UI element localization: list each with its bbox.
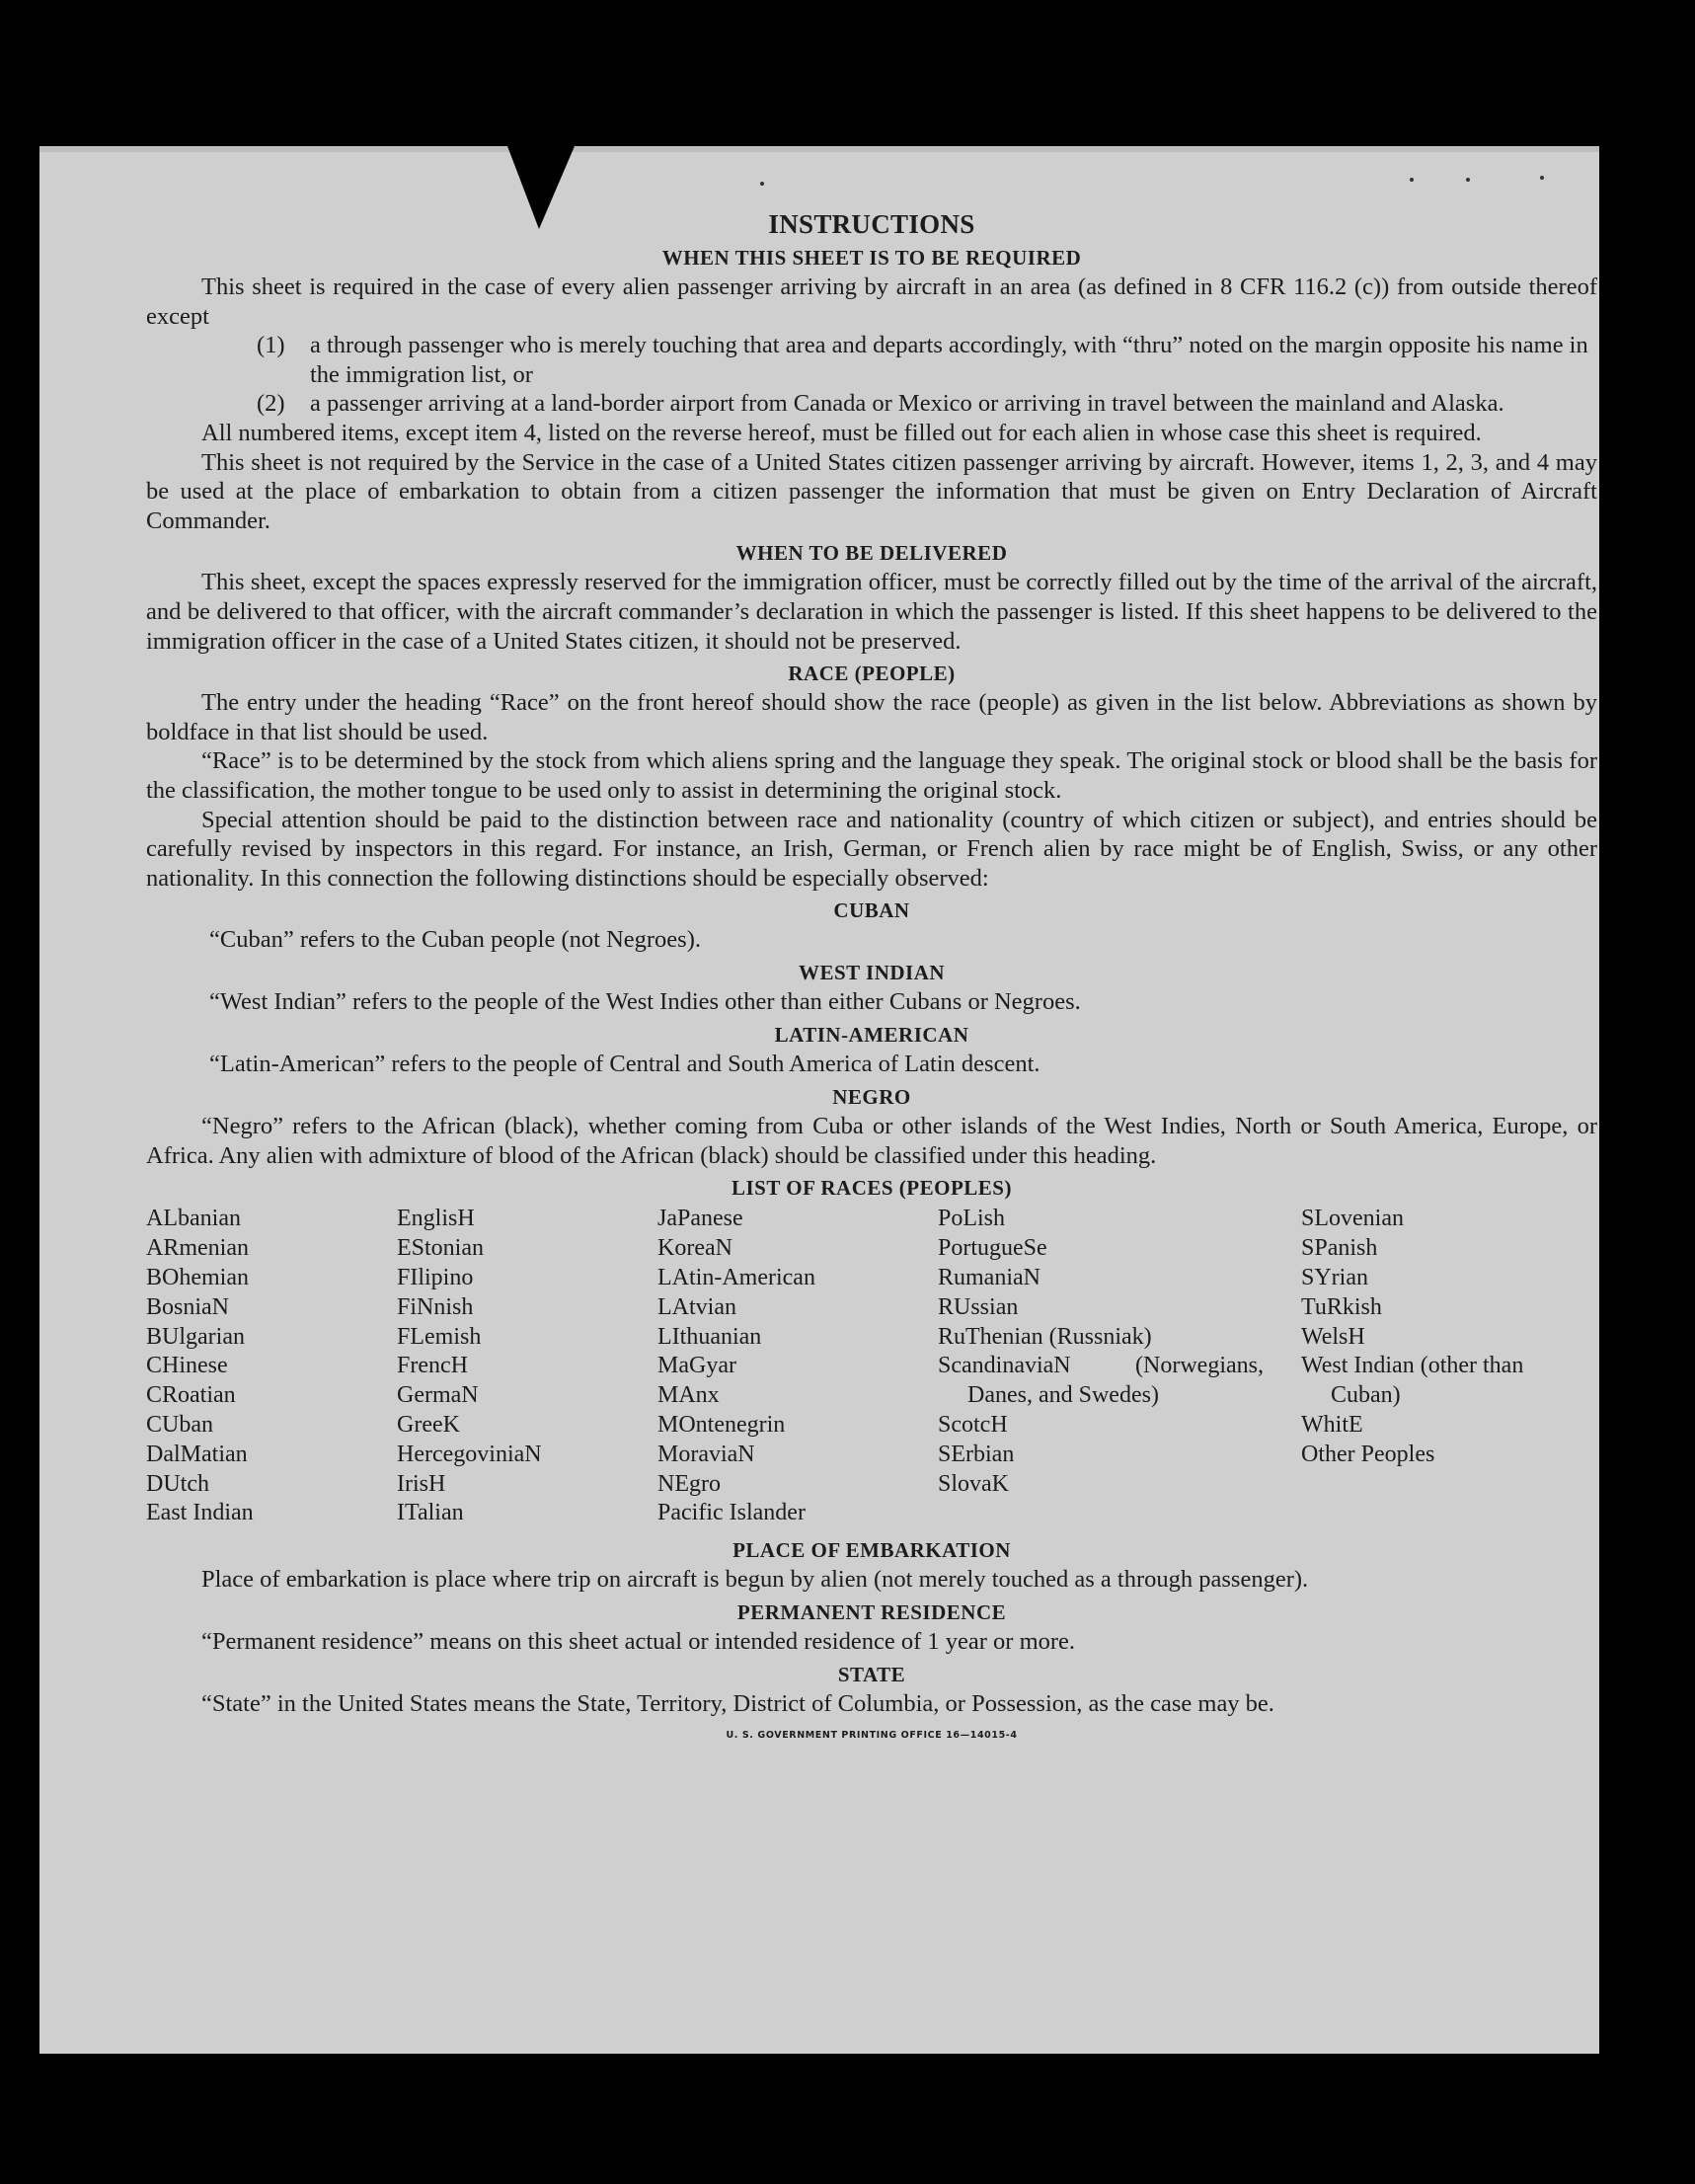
section-heading-latin-american: LATIN-AMERICAN (774, 1023, 969, 1048)
race-entry: BUlgarian (146, 1323, 245, 1350)
speck (760, 182, 764, 186)
race-entry: ScotcH (938, 1412, 1008, 1439)
paragraph-numbered-items: All numbered items, except item 4, listed on the reverse hereof, must be filled out for each alien in whose case this sheet is required. (201, 419, 1482, 446)
race-entry: TuRkish (1301, 1293, 1382, 1320)
definition-negro: “Negro” refers to the African (black), whether coming from Cuba or other islands of the West Indies, North or South America, Europe, or Africa. Any alien with admixture of blood of the African (black) should be classified under this heading. (146, 1113, 1597, 1169)
section-heading-cuban: CUBAN (833, 898, 910, 923)
section-heading-west-indian: WEST INDIAN (798, 961, 946, 985)
definition-residence: “Permanent residence” means on this sheet actual or intended residence of 1 year or more. (201, 1628, 1076, 1656)
race-entry: ITalian (397, 1500, 464, 1526)
item-text: a passenger arriving at a land-border airport from Canada or Mexico or arriving in travel between the mainland and Alaska. (310, 390, 1504, 418)
race-entry: EnglisH (397, 1206, 475, 1232)
definition-latin-american: “Latin-American” refers to the people of Central and South America of Latin descent. (209, 1051, 1040, 1078)
section-heading-embarkation: PLACE OF EMBARKATION (732, 1538, 1011, 1563)
race-entry: FIlipino (397, 1265, 474, 1291)
paragraph-required: This sheet is required in the case of every alien passenger arriving by aircraft in an area (as defined in 8 CFR 116.2 (c)) from outside thereof except (146, 273, 1597, 330)
race-entry: BOhemian (146, 1265, 249, 1291)
race-entry: JaPanese (657, 1206, 743, 1232)
race-entry: LIthuanian (657, 1323, 762, 1350)
race-entry: MaGyar (657, 1353, 736, 1379)
race-entry: ALbanian (146, 1206, 241, 1232)
race-entry: CRoatian (146, 1382, 236, 1409)
race-entry: RuThenian (Russniak) (938, 1323, 1152, 1350)
race-entry: RumaniaN (938, 1265, 1040, 1291)
race-entry: SlovaK (938, 1470, 1009, 1497)
paragraph-race-nationality: Special attention should be paid to the distinction between race and nationality (country of which citizen or subject), and entries should be carefully revised by inspectors in this regard. For instance, an Irish, German, or French alien by race might be of English, Swiss, or any other nationality. In this connection the following distinctions should be especially observed: (146, 806, 1597, 892)
races-column-5 (1301, 1205, 1587, 1469)
race-entry: WhitE (1301, 1412, 1363, 1439)
race-entry: SPanish (1301, 1235, 1378, 1262)
document-sheet (39, 146, 1599, 2054)
race-entry: NEgro (657, 1470, 721, 1497)
race-entry: MAnx (657, 1382, 720, 1409)
races-column-4 (938, 1205, 1264, 1499)
page-title: INSTRUCTIONS (768, 209, 975, 239)
races-list (146, 1205, 1597, 1532)
definition-embarkation: Place of embarkation is place where trip on aircraft is begun by alien (not merely touched as a through passenger). (201, 1566, 1309, 1594)
paragraph-delivered: This sheet, except the spaces expressly reserved for the immigration officer, must be correctly filled out by the time of the arrival of the aircraft, and be delivered to that officer, with the aircraft commander’s declaration in which the passenger is listed. If this sheet happens to be delivered to the immigration officer in the case of a United States citizen, it should not be preserved. (146, 569, 1597, 655)
race-entry: LAtvian (657, 1293, 736, 1320)
race-entry: FrencH (397, 1353, 468, 1379)
race-entry: SYrian (1301, 1265, 1368, 1291)
race-entry: MOntenegrin (657, 1412, 786, 1439)
race-entry: East Indian (146, 1500, 254, 1526)
race-entry: CHinese (146, 1353, 228, 1379)
section-heading-state: STATE (837, 1662, 906, 1686)
section-heading-races-list: LIST OF RACES (PEOPLES) (732, 1176, 1012, 1201)
race-entry: PoLish (938, 1206, 1006, 1232)
paper-edge (39, 146, 1599, 152)
item-number: (1) (257, 332, 285, 359)
races-column-3 (657, 1205, 924, 1528)
section-heading-required: WHEN THIS SHEET IS TO BE REQUIRED (661, 246, 1082, 270)
race-entry: GermaN (397, 1382, 479, 1409)
exception-item-1 (257, 331, 1597, 389)
section-heading-delivered: WHEN TO BE DELIVERED (735, 541, 1008, 566)
races-column-1 (146, 1205, 383, 1528)
race-entry: MoraviaN (657, 1441, 755, 1467)
race-entry: LAtin-American (657, 1265, 815, 1291)
race-entry: KoreaN (657, 1235, 732, 1262)
race-entry: GreeK (397, 1412, 460, 1439)
printing-office-imprint: U. S. GOVERNMENT PRINTING OFFICE 16—14015-4 (726, 1730, 1018, 1742)
paragraph-race-entry: The entry under the heading “Race” on the front hereof should show the race (people) as given in the list below. Abbreviations as shown by boldface in that list should be used. (146, 689, 1597, 745)
race-entry: FLemish (397, 1323, 482, 1350)
paragraph-citizen: This sheet is not required by the Service in the case of a United States citizen passenger arriving by aircraft. However, items 1, 2, 3, and 4 may be used at the place of embarkation to obtain from a citizen passenger the information that must be given on Entry Declaration of Aircraft Commander. (146, 448, 1597, 534)
races-column-2 (397, 1205, 644, 1528)
race-entry: Other Peoples (1301, 1441, 1435, 1467)
paragraph-race-stock: “Race” is to be determined by the stock from which aliens spring and the language they speak. The original stock or blood shall be the basis for the classification, the mother tongue to be used only to assist in determining the original stock. (146, 747, 1597, 804)
race-entry: DalMatian (146, 1441, 248, 1467)
definition-cuban: “Cuban” refers to the Cuban people (not Negroes). (209, 926, 701, 954)
definition-state: “State” in the United States means the State, Territory, District of Columbia, or Possession, as the case may be. (201, 1689, 1274, 1717)
race-entry: FiNnish (397, 1293, 474, 1320)
race-entry: PortugueSe (938, 1235, 1047, 1262)
race-entry: ScandinaviaN (Norwegians, Danes, and Swedes) (938, 1353, 1264, 1409)
race-entry: HercegoviniaN (397, 1441, 542, 1467)
speck (1466, 178, 1470, 182)
race-entry: ARmenian (146, 1235, 249, 1262)
race-entry: DUtch (146, 1470, 209, 1497)
speck (1540, 176, 1544, 180)
race-entry: CUban (146, 1412, 213, 1439)
race-entry: SErbian (938, 1441, 1015, 1467)
race-entry: West Indian (other than Cuban) (1301, 1353, 1524, 1409)
item-text: a through passenger who is merely touching that area and departs accordingly, with “thru” noted on the margin opposite his name in the immigration list, or (310, 332, 1588, 388)
item-number: (2) (257, 390, 285, 418)
section-heading-residence: PERMANENT RESIDENCE (736, 1600, 1007, 1625)
section-heading-negro: NEGRO (832, 1085, 911, 1110)
section-heading-race: RACE (PEOPLE) (788, 662, 956, 686)
race-entry: BosniaN (146, 1293, 229, 1320)
speck (1410, 178, 1414, 182)
race-entry: WelsH (1301, 1323, 1365, 1350)
race-entry: IrisH (397, 1470, 446, 1497)
exception-item-2 (257, 389, 1597, 419)
definition-west-indian: “West Indian” refers to the people of the West Indies other than either Cubans or Negroes. (209, 988, 1081, 1016)
race-entry: EStonian (397, 1235, 484, 1262)
race-entry: SLovenian (1301, 1206, 1404, 1232)
race-entry: RUssian (938, 1293, 1019, 1320)
instructions-content (146, 209, 1597, 1741)
race-entry: Pacific Islander (657, 1500, 806, 1526)
